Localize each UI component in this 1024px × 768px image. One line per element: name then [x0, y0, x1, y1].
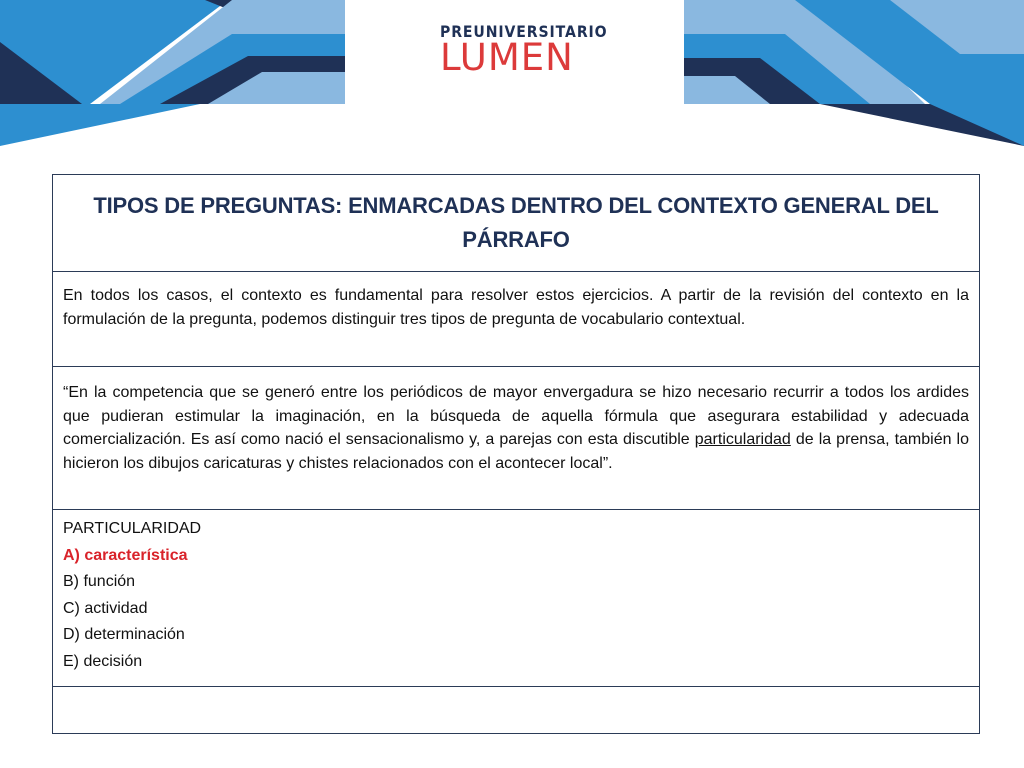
- table-row: [53, 367, 980, 510]
- answer-option-e: E) decisión: [63, 652, 143, 670]
- intro-cell: [53, 272, 980, 367]
- logo-main-text: LUMEN: [440, 36, 574, 79]
- quote-text-after: de la prensa, también lo hicieron los dibujos caricaturas y chistes relacionados con el acontecer local”.: [63, 431, 970, 472]
- quote-paragraph: [63, 381, 969, 475]
- answer-option-d: D) determinación: [63, 626, 185, 643]
- answer-option-a: A) característica: [63, 546, 188, 564]
- content-table: [52, 174, 980, 734]
- quote-cell: [53, 367, 980, 510]
- lumen-logo: [440, 22, 608, 79]
- answer-option-c: C) actividad: [63, 599, 148, 617]
- question-word: PARTICULARIDAD: [63, 520, 202, 537]
- table-row: [53, 687, 980, 734]
- slide-title: TIPOS DE PREGUNTAS: ENMARCADAS DENTRO DEL CONTEXTO GENERAL DEL PÁRRAFO: [93, 193, 939, 252]
- intro-text: En todos los casos, el contexto es fundamental para resolver estos ejercicios. A partir de la revisión del contexto en la formulación de la pregunta, podemos distinguir tres tipos de pregunta de vocabulario contextual.: [63, 287, 969, 328]
- answer-option-b: B) función: [63, 573, 136, 590]
- logo-top-text: PREUNIVERSITARIO: [440, 22, 608, 41]
- table-row: [53, 510, 980, 687]
- empty-cell: [53, 687, 980, 734]
- table-row: [53, 272, 980, 367]
- title-cell: [53, 175, 980, 272]
- quote-text-before: “En la competencia que se generó entre los periódicos de mayor envergadura se hizo necesario recurrir a todos los ardides que pudieran estimular la imaginación, en la búsqueda de aquella fórmula que asegurara estabilidad y adecuada comercialización. Es así como nació el sensacionalismo y, a parejas con esta discutible: [63, 384, 969, 448]
- table-row: [53, 175, 980, 272]
- quote-keyword: particularidad: [694, 431, 791, 448]
- answer-cell: [53, 510, 980, 687]
